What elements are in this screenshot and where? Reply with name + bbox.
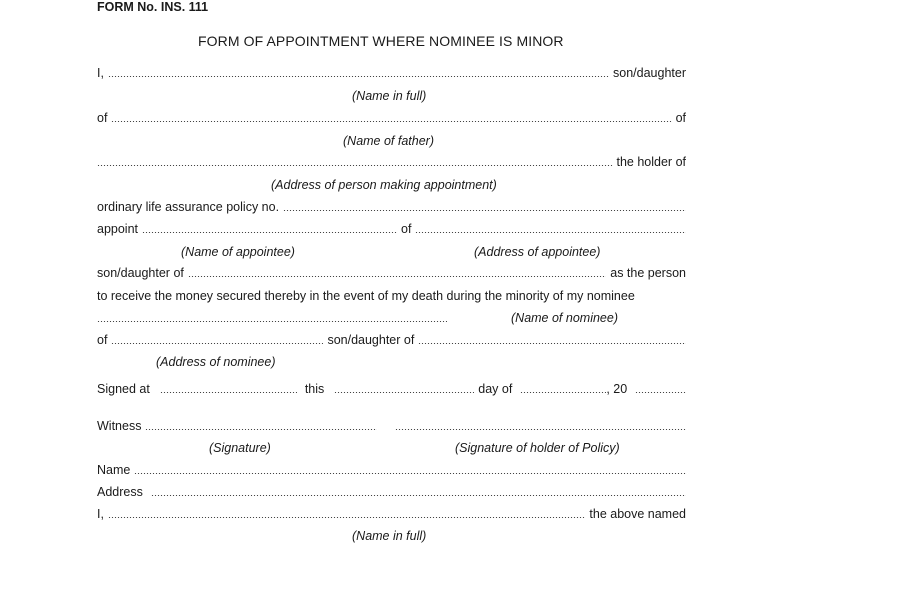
line-son-daughter-of bbox=[97, 265, 686, 281]
fill-in-address-field[interactable] bbox=[97, 165, 613, 166]
line-prefix: appoint bbox=[97, 222, 139, 236]
fill-in-policy-no-field[interactable] bbox=[283, 210, 686, 211]
fill-in-month-field[interactable] bbox=[520, 392, 606, 393]
fill-in-parent-field[interactable] bbox=[188, 276, 606, 277]
witness-label: Witness bbox=[97, 419, 142, 433]
line-witness bbox=[97, 418, 686, 434]
fill-in-place-field[interactable] bbox=[160, 392, 297, 393]
hint-signature: (Signature) bbox=[209, 441, 271, 455]
line-suffix: of bbox=[675, 111, 686, 125]
fill-in-witness-signature-field[interactable] bbox=[145, 429, 377, 430]
hint-name-of-appointee: (Name of appointee) bbox=[181, 245, 295, 259]
signed-day-of-label: day of bbox=[478, 382, 513, 396]
line-prefix: of bbox=[97, 333, 108, 347]
fill-in-appointee-address-field[interactable] bbox=[415, 232, 686, 233]
signed-at-label: Signed at bbox=[97, 382, 150, 396]
fill-in-nominee-parent-field[interactable] bbox=[418, 343, 686, 344]
fill-in-witness-name-field[interactable] bbox=[134, 473, 686, 474]
line-mid: son/daughter of bbox=[327, 333, 415, 347]
fill-in-father-field[interactable] bbox=[111, 121, 671, 122]
line-receive-money: to receive the money secured thereby in the event of my death during the minority of my nominee bbox=[97, 289, 635, 303]
fill-in-nominee-name-field[interactable] bbox=[97, 321, 447, 322]
hint-address-appointer: (Address of person making appointment) bbox=[271, 178, 497, 192]
signed-this-label: this bbox=[304, 382, 325, 396]
line-suffix: the holder of bbox=[616, 155, 686, 169]
fill-in-year-field[interactable] bbox=[635, 392, 686, 393]
fill-in-nominee-address-field[interactable] bbox=[111, 343, 323, 344]
line-prefix: I, bbox=[97, 66, 104, 80]
hint-name-of-father: (Name of father) bbox=[343, 134, 435, 148]
fill-in-witness-address-field[interactable] bbox=[151, 495, 686, 496]
line-father bbox=[97, 110, 686, 126]
fill-in-appointee-name-field[interactable] bbox=[142, 232, 397, 233]
address-label: Address bbox=[97, 485, 143, 499]
form-title: FORM OF APPOINTMENT WHERE NOMINEE IS MINOR bbox=[198, 33, 564, 49]
line-address-holder bbox=[97, 154, 686, 170]
hint-address-of-nominee: (Address of nominee) bbox=[156, 355, 276, 369]
signed-year-label: , 20 bbox=[606, 382, 628, 396]
line-prefix: of bbox=[97, 111, 108, 125]
line-suffix: son/daughter bbox=[613, 66, 686, 80]
line-prefix: ordinary life assurance policy no. bbox=[97, 200, 280, 214]
line-nominee-address bbox=[97, 332, 686, 348]
line-mid: of bbox=[401, 222, 412, 236]
line-nominee-name bbox=[97, 310, 447, 326]
line-policy-no bbox=[97, 199, 686, 215]
fill-in-holder-signature-field[interactable] bbox=[395, 429, 686, 430]
name-label: Name bbox=[97, 463, 131, 477]
line-suffix: as the person bbox=[610, 266, 686, 280]
line-prefix: son/daughter of bbox=[97, 266, 184, 280]
line-witness-address bbox=[97, 484, 686, 500]
fill-in-final-name-field[interactable] bbox=[108, 517, 585, 518]
line-final-declaration bbox=[97, 506, 686, 522]
line-name-full bbox=[97, 65, 686, 81]
line-witness-name bbox=[97, 462, 686, 478]
hint-address-of-appointee: (Address of appointee) bbox=[474, 245, 601, 259]
line-prefix: I, bbox=[97, 507, 104, 521]
line-appoint bbox=[97, 221, 686, 237]
hint-signature-of-holder: (Signature of holder of Policy) bbox=[455, 441, 620, 455]
fill-in-day-field[interactable] bbox=[334, 392, 474, 393]
hint-name-in-full: (Name in full) bbox=[352, 89, 427, 103]
line-suffix: the above named bbox=[589, 507, 686, 521]
form-number: FORM No. INS. 111 bbox=[97, 0, 209, 14]
fill-in-name-field[interactable] bbox=[108, 76, 609, 77]
hint-name-of-nominee: (Name of nominee) bbox=[511, 311, 618, 325]
line-signed-at bbox=[97, 381, 686, 397]
hint-final-name-in-full: (Name in full) bbox=[352, 529, 427, 543]
